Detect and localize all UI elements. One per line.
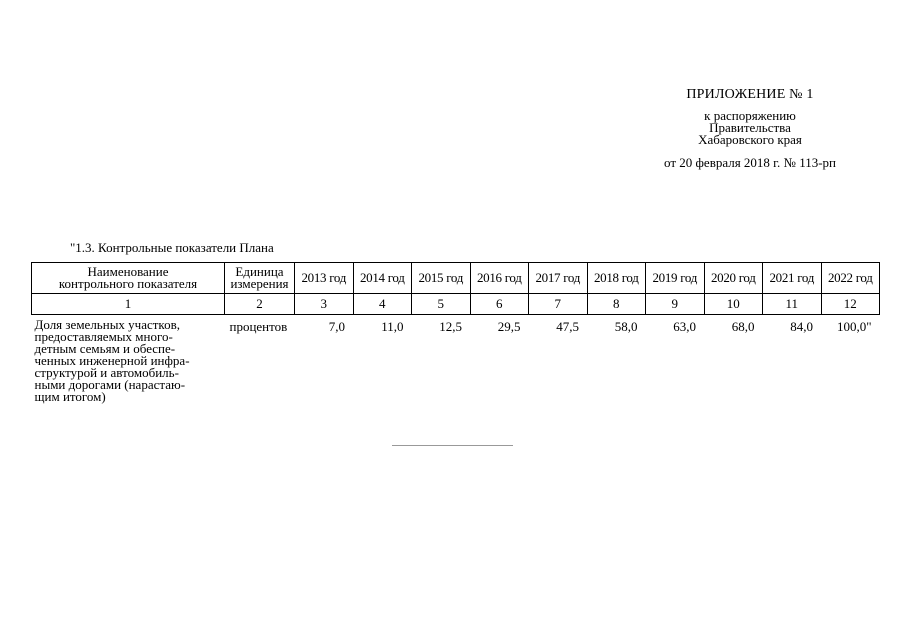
header-year-2017: 2017 год xyxy=(529,263,588,294)
value-2020: 68,0 xyxy=(731,319,755,334)
indicator-name-line: ными дорогами (нарастаю- xyxy=(34,377,186,392)
value-2016: 29,5 xyxy=(497,319,521,334)
value-2018: 58,0 xyxy=(614,319,638,334)
column-number: 2 xyxy=(225,294,295,315)
column-number: 11 xyxy=(763,294,822,315)
header-year-2015: 2015 год xyxy=(412,263,471,294)
value-2013: 7,0 xyxy=(328,319,345,334)
column-number-row xyxy=(32,294,880,315)
header-unit-line1: Единица xyxy=(235,264,284,279)
annex-block xyxy=(600,88,900,169)
indicator-name-line: детным семьям и обеспе- xyxy=(34,341,176,356)
table-header-row xyxy=(32,263,880,294)
value-2022: 100,0" xyxy=(836,319,872,334)
header-year-2021: 2021 год xyxy=(763,263,822,294)
header-year-2014: 2014 год xyxy=(353,263,412,294)
column-number: 6 xyxy=(470,294,529,315)
column-number: 12 xyxy=(821,294,880,315)
header-indicator-name xyxy=(32,263,225,294)
indicator-name-line: Доля земельных участков, xyxy=(34,317,180,332)
header-name-line1: Наименование xyxy=(87,264,169,279)
header-year-2018: 2018 год xyxy=(587,263,646,294)
column-number: 7 xyxy=(529,294,588,315)
header-unit xyxy=(225,263,295,294)
annex-line-government: Правительства xyxy=(709,120,791,135)
annex-date: от 20 февраля 2018 г. № 113-рп xyxy=(663,155,836,170)
header-year-2016: 2016 год xyxy=(470,263,529,294)
column-number: 4 xyxy=(353,294,412,315)
header-year-2022: 2022 год xyxy=(821,263,880,294)
value-2019: 63,0 xyxy=(673,319,696,334)
indicator-name-line: щим итогом) xyxy=(34,389,106,404)
value-2017: 47,5 xyxy=(556,319,579,334)
value-2015: 12,5 xyxy=(439,319,462,334)
indicator-unit-cell: процентов xyxy=(229,319,288,334)
column-number: 5 xyxy=(412,294,471,315)
header-year-2013: 2013 год xyxy=(295,263,354,294)
value-2014: 11,0 xyxy=(381,319,404,334)
footer-divider xyxy=(392,445,513,446)
annex-line-order: к распоряжению xyxy=(704,108,796,123)
column-number: 10 xyxy=(704,294,763,315)
value-2021: 84,0 xyxy=(790,319,813,334)
column-number: 1 xyxy=(32,294,225,315)
header-name-line2: контрольного показателя xyxy=(58,276,198,291)
section-heading: "1.3. Контрольные показатели Плана xyxy=(70,240,274,255)
annex-line-region: Хабаровского края xyxy=(698,132,802,147)
indicator-name-line: структурой и автомобиль- xyxy=(34,365,179,380)
indicator-name-cell xyxy=(32,315,225,405)
column-number: 8 xyxy=(587,294,646,315)
indicator-name-line: предоставляемых много- xyxy=(34,329,173,344)
annex-title: ПРИЛОЖЕНИЕ № 1 xyxy=(686,87,814,102)
header-year-2020: 2020 год xyxy=(704,263,763,294)
indicator-name-line: ченных инженерной инфра- xyxy=(34,353,190,368)
header-unit-line2: измерения xyxy=(230,276,289,291)
header-year-2019: 2019 год xyxy=(646,263,705,294)
column-number: 9 xyxy=(646,294,705,315)
table-row xyxy=(32,315,880,405)
column-number: 3 xyxy=(295,294,354,315)
indicators-table xyxy=(31,262,880,404)
